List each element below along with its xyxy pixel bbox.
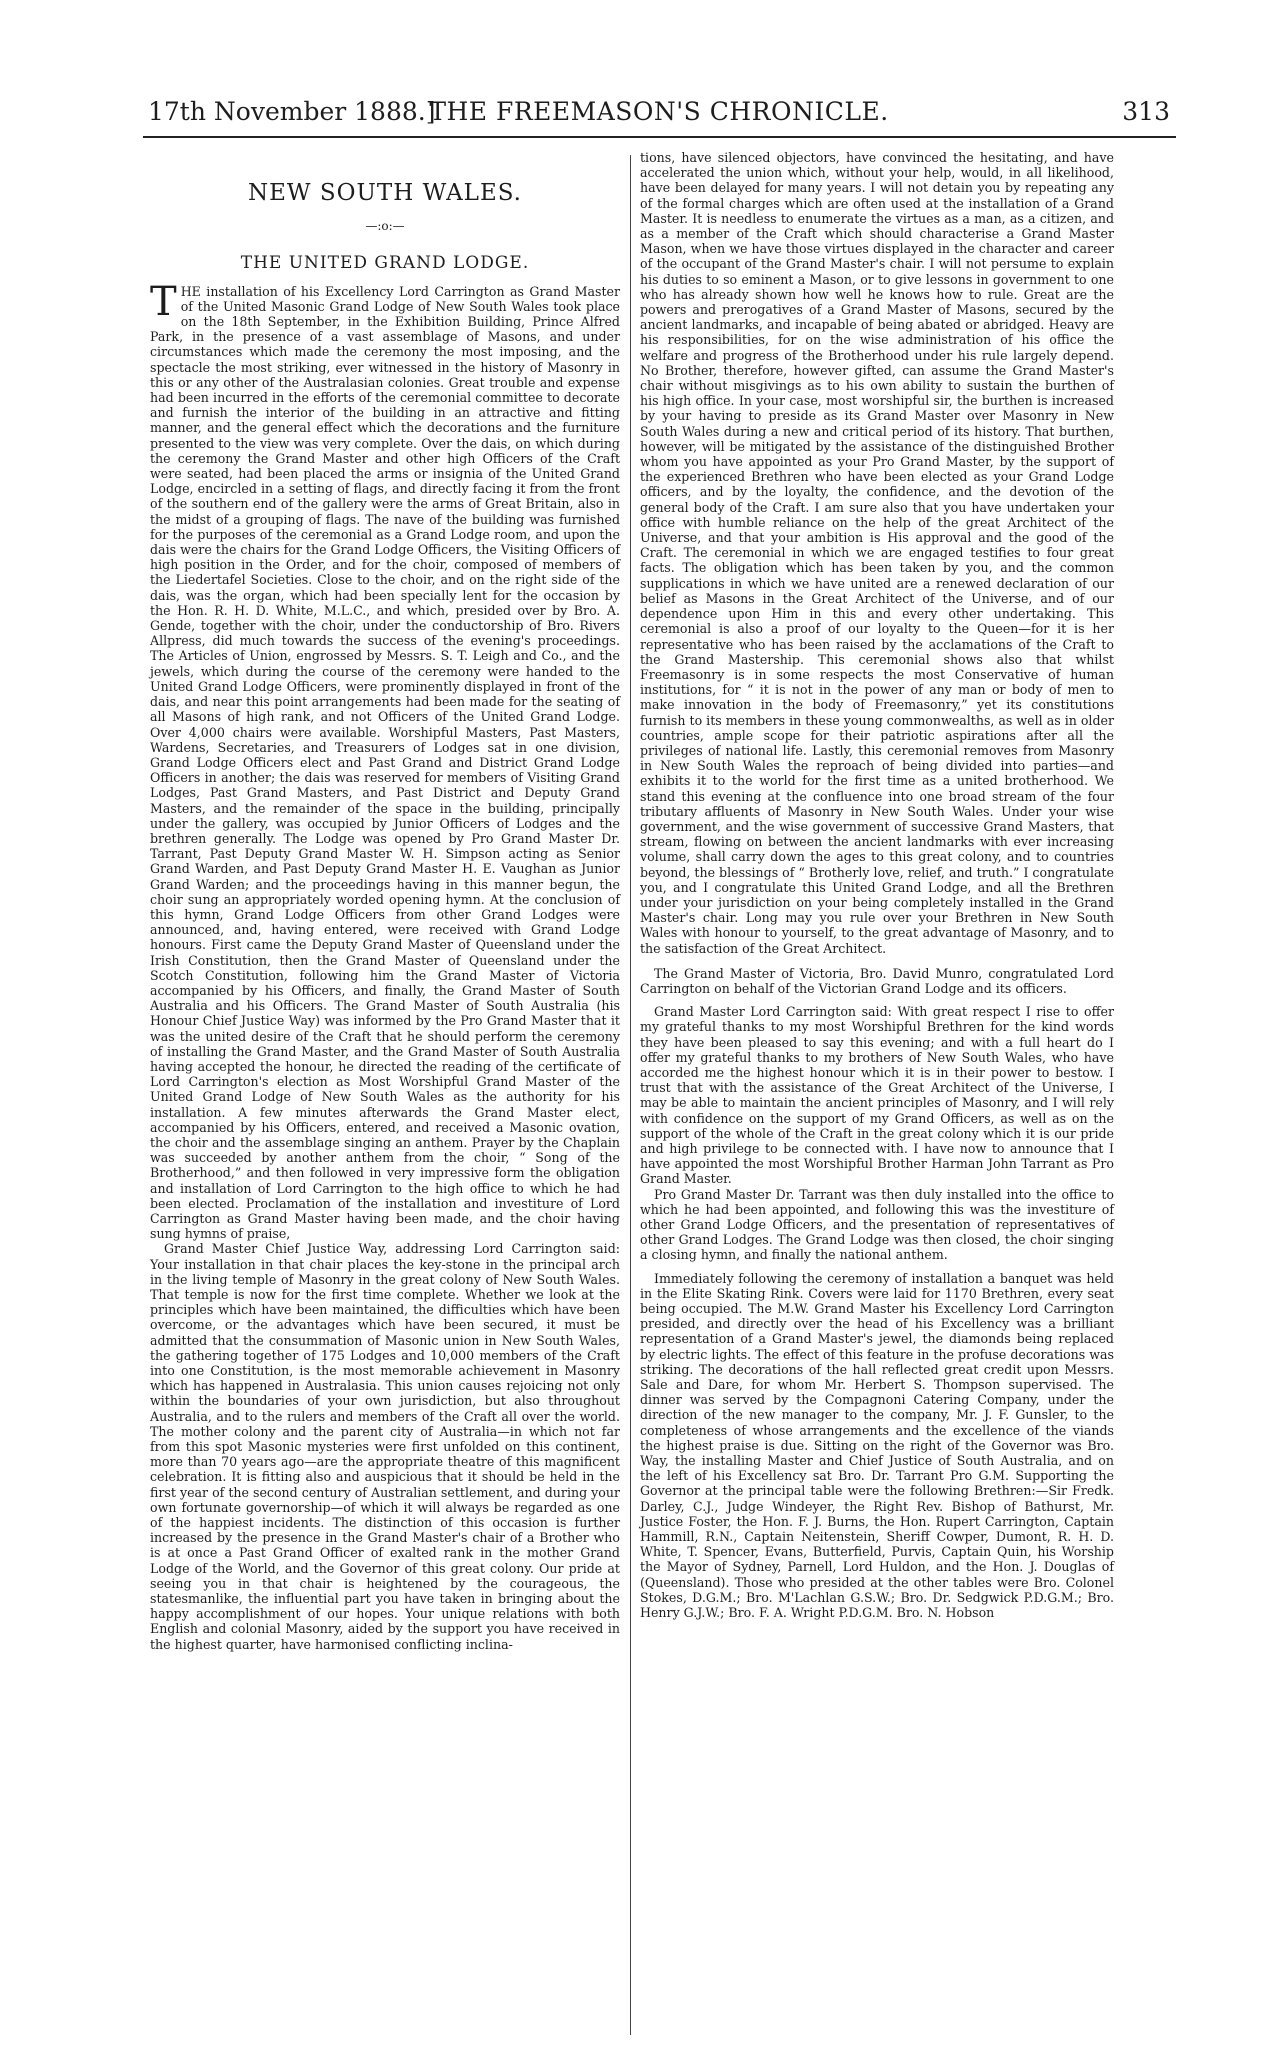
article-paragraph: Pro Grand Master Dr. Tarrant was then duly installed into the office to which he had been appointed, and following this was the investiture of other Grand Lodge Officers, and the presentation of representatives of other Grand Lodges. The Grand Lodge was then closed, the choir singing a closing hymn, and finally the national anthem. xyxy=(640,1186,1114,1263)
drop-cap: T xyxy=(150,278,177,325)
title-separator: —:o:— xyxy=(365,219,405,234)
article-paragraph: Grand Master Chief Justice Way, addressing Lord Carrington said: Your installation in that chair places the key-stone in the principal arch in the living temple of Masonry in the great colony of New South Wales. That temple is now for the first time complete. Whether we look at the principles which have been maintained, the difficulties which have been overcome, or the advantages which have been secured, it must be admitted that the consummation of Masonic union in New South Wales, the gathering together of 175 Lodges and 10,000 members of the Craft into one Constitution, is the most memorable achievement in Masonry which has happened in Australasia. This union causes rejoicing not only within the boundaries of your own jurisdiction, but also throughout Australia, and to the rulers and members of the Craft all over the world. The mother colony and the parent city of Australia—in which not far from this spot Masonic mysteries were first unfolded on this continent, more than 70 years ago—are the appropriate theatre of this magnificent celebration. It is fitting also and auspicious that it should be held in the first year of the second century of Australian settlement, and during your own fortunate governorship—of which it will always be regarded as one of the happiest incidents. The distinction of this occasion is further increased by the presence in the Grand Master's chair of a Brother who is at once a Past Grand Officer of exalted rank in the mother Grand Lodge of the World, and the Governor of this great colony. Our pride at seeing you in that chair is heightened by the courageous, the statesmanlike, the influential part you have taken in bringing about the happy accomplishment of our hopes. Your unique relations with both English and colonial Masonry, aided by the support you have received in the highest quarter, have harmonised conflicting inclina- xyxy=(150,1241,620,1652)
page-header xyxy=(148,97,1170,137)
article-paragraph: The Grand Master of Victoria, Bro. David Munro, congratulated Lord Carrington on behalf of the Victorian Grand Lodge and its officers. xyxy=(640,965,1114,996)
column-divider xyxy=(630,155,631,2035)
left-column xyxy=(150,150,620,1652)
article-paragraph: Grand Master Lord Carrington said: With great respect I rise to offer my grateful thanks to my most Worshipful Brethren for the kind words they have been pleased to say this evening; and with a full heart do I offer my grateful thanks to my brothers of New South Wales, who have accorded me the highest honour which it is in their power to bestow. I trust that with the assistance of the Great Architect of the Universe, I may be able to maintain the ancient principles of Masonry, and I will rely with confidence on the support of my Grand Officers, as well as on the support of the whole of the Craft in the great colony which it is our pride and high privilege to be connected with. I have now to announce that I have appointed the most Worshipful Brother Harman John Tarrant as Pro Grand Master. xyxy=(640,1004,1114,1187)
header-rule xyxy=(143,136,1176,138)
article-paragraph xyxy=(150,278,620,1242)
paragraph-text: HE installation of his Excellency Lord Carrington as Grand Master of the United Masonic Grand Lodge of New South Wales took place on the 18th September, in the Exhibition Building, Prince Alfred Park, in the presence of a vast assemblage of Masons, and under circumstances which made the ceremony the most imposing, and the spectacle the most striking, ever witnessed in the history of Masonry in this or any other of the Australasian colonies. Great trouble and expense had been incurred in the efforts of the ceremonial committee to decorate and furnish the interior of the building in an attractive and fitting manner, and the general effect which the decorations and the furniture presented to the view was very complete. Over the dais, on which during the ceremony the Grand Master and other high Officers of the Craft were seated, had been placed the arms or insignia of the United Grand Lodge, encircled in a setting of flags, and directly facing it from the front of the southern end of the gallery were the arms of Great Britain, also in the midst of a grouping of flags. The nave of the building was furnished for the purposes of the ceremonial as a Grand Lodge room, and upon the dais were the chairs for the Grand Lodge Officers, the Visiting Officers of high position in the Order, and for the choir, composed of members of the Liedertafel Societies. Close to the choir, and on the right side of the dais, was the organ, which had been specially lent for the occasion by the Hon. R. H. D. White, M.L.C., and which, presided over by Bro. A. Gende, together with the choir, under the conductorship of Bro. Rivers Allpress, did much towards the success of the evening's proceedings. The Articles of Union, engrossed by Messrs. S. T. Leigh and Co., and the jewels, which during the course of the ceremony were handed to the United Grand Lodge Officers, were prominently displayed in front of the dais, and near this point arrangements had been made for the seating of all Masons of high rank, and not Officers of the United Grand Lodge. Over 4,000 chairs were available. Worshipful Masters, Past Masters, Wardens, Secretaries, and Treasurers of Lodges sat in one division, Grand Lodge Officers elect and Past Grand and District Grand Lodge Officers in another; the dais was reserved for members of Visiting Grand Lodges, Past Grand Masters, and Past District and Deputy Grand Masters, and the remainder of the space in the building, principally under the gallery, was occupied by Junior Officers of Lodges and the brethren generally. The Lodge was opened by Pro Grand Master Dr. Tarrant, Past Deputy Grand Master W. H. Simpson acting as Senior Grand Warden, and Past Deputy Grand Master H. E. Vaughan as Junior Grand Warden; and the proceedings having in this manner begun, the choir sung an appropriately worded opening hymn. At the conclusion of this hymn, Grand Lodge Officers from other Grand Lodges were announced, and, having entered, were received with Grand Lodge honours. First came the Deputy Grand Master of Queensland under the Irish Constitution, then the Grand Master of Queensland under the Scotch Constitution, following him the Grand Master of Victoria accompanied by his Officers, and finally, the Grand Master of South Australia and his Officers. The Grand Master of South Australia (his Honour Chief Justice Way) was informed by the Pro Grand Master that it was the united desire of the Craft that he should perform the ceremony of installing the Grand Master, and the Grand Master of South Australia having accepted the honour, he directed the reading of the certificate of Lord Carrington's election as Most Worshipful Grand Master of the United Grand Lodge of New South Wales as the authority for his installation. A few minutes afterwards the Grand Master elect, accompanied by his Officers, entered, and received a Masonic ovation, the choir and the assemblage singing an anthem. Prayer by the Chaplain was succeeded by another anthem from the choir, “ Song of the Brotherhood,” and then followed in very impressive form the obligation and installation of Lord Carrington to the high office to which he had been elected. Proclamation of the installation and investiture of Lord Carrington as Grand Master having been made, and the choir having sung hymns of praise, xyxy=(150,283,620,1242)
right-column xyxy=(640,150,1114,1620)
article-subtitle: THE UNITED GRAND LODGE. xyxy=(240,253,530,274)
header-date: 17th November 1888.] xyxy=(148,97,436,126)
section-title: NEW SOUTH WALES. xyxy=(248,180,522,206)
header-page-number: 313 xyxy=(1122,97,1170,126)
article-paragraph: Immediately following the ceremony of installation a banquet was held in the Elite Skating Rink. Covers were laid for 1170 Brethren, every seat being occupied. The M.W. Grand Master his Excellency Lord Carrington presided, and directly over the head of his Excellency was a brilliant representation of a Grand Master's jewel, the diamonds being replaced by electric lights. The effect of this feature in the profuse decorations was striking. The decorations of the hall reflected great credit upon Messrs. Sale and Dare, for whom Mr. Herbert S. Thompson supervised. The dinner was served by the Compagnoni Catering Company, under the direction of the new manager to the company, Mr. J. F. Gunsler, to the completeness of whose arrangements and the excellence of the viands the highest praise is due. Sitting on the right of the Governor was Bro. Way, the installing Master and Chief Justice of South Australia, and on the left of his Excellency sat Bro. Dr. Tarrant Pro G.M. Supporting the Governor at the principal table were the following Brethren:—Sir Fredk. Darley, C.J., Judge Windeyer, the Right Rev. Bishop of Bathurst, Mr. Justice Foster, the Hon. F. J. Burns, the Hon. Rupert Carrington, Captain Hammill, R.N., Captain Neitenstein, Sheriff Cowper, Dumont, R. H. D. White, T. Spencer, Evans, Butterfield, Purvis, Captain Quin, his Worship the Mayor of Sydney, Parnell, Lord Huldon, and the Hon. J. Douglas of (Queensland). Those who presided at the other tables were Bro. Colonel Stokes, D.G.M.; Bro. M'Lachlan G.S.W.; Bro. Dr. Sedgwick P.D.G.M.; Bro. Henry G.J.W.; Bro. F. A. Wright P.D.G.M. Bro. N. Hobson xyxy=(640,1270,1115,1621)
header-title: THE FREEMASON'S CHRONICLE. xyxy=(429,97,889,126)
article-paragraph: tions, have silenced objectors, have convinced the hesitating, and have accelerated the union which, without your help, would, in all likelihood, have been delayed for many years. I will not detain you by repeating any of the formal charges which are often used at the installation of a Grand Master. It is needless to enumerate the virtues as a man, as a citizen, and as a member of the Craft which should characterise a Grand Master Mason, when we have those virtues displayed in the character and career of the occupant of the Grand Master's chair. I will not persume to explain his duties to so eminent a Mason, or to give lessons in government to one who has already shown how well he knows how to rule. Great are the powers and prerogatives of a Grand Master of Masons, secured by the ancient landmarks, and incapable of being abated or abridged. Heavy are his responsibilities, for on the wise administration of his office the welfare and progress of the Brotherhood under his rule largely depend. No Brother, therefore, however gifted, can assume the Grand Master's chair without misgivings as to his own ability to sustain the burthen of his high office. In your case, most worshipful sir, the burthen is increased by your having to preside as its Grand Master over Masonry in New South Wales during a new and critical period of its history. That burthen, however, will be mitigated by the assistance of the distinguished Brother whom you have appointed as your Pro Grand Master, by the support of the experienced Brethren who have been elected as your Grand Lodge officers, and by the loyalty, the confidence, and the devotion of the general body of the Craft. I am sure also that you have undertaken your office with humble reliance on the help of the great Architect of the Universe, and that your ambition is His approval and the good of the Craft. The ceremonial in which we are engaged testifies to four great facts. The obligation which has been taken by you, and the common supplications in which we have united are a renewed declaration of our belief as Masons in the Great Architect of the Universe, and of our dependence upon Him in this and every other undertaking. This ceremonial is also a proof of our loyalty to the Queen—for it is her representative who has been raised by the acclamations of the Craft to the Grand Mastership. This ceremonial shows also that whilst Freemasonry is in some respects the most Conservative of human institutions, for “ it is not in the power of any man or body of men to make innovation in the body of Freemasonry,” yet its constitutions furnish to its members in these young commonwealths, as well as in older countries, ample scope for their patriotic aspirations after all the privileges of national life. Lastly, this ceremonial removes from Masonry in New South Wales the reproach of being divided into parties—and exhibits it to the world for the first time as a united brotherhood. We stand this evening at the confluence into one broad stream of the four tributary affluents of Masonry in New South Wales. Under your wise government, and the wise government of successive Grand Masters, that stream, flowing on between the ancient landmarks with ever increasing volume, shall carry down the ages to this great colony, and to countries beyond, the blessings of “ Brotherly love, relief, and truth.” I congratulate you, and I congratulate this United Grand Lodge, and all the Brethren under your jurisdiction on your being completely installed in the Grand Master's chair. Long may you rule over your Brethren in New South Wales with honour to yourself, to the great advantage of Masonry, and to the satisfaction of the Great Architect. xyxy=(640,150,1114,956)
